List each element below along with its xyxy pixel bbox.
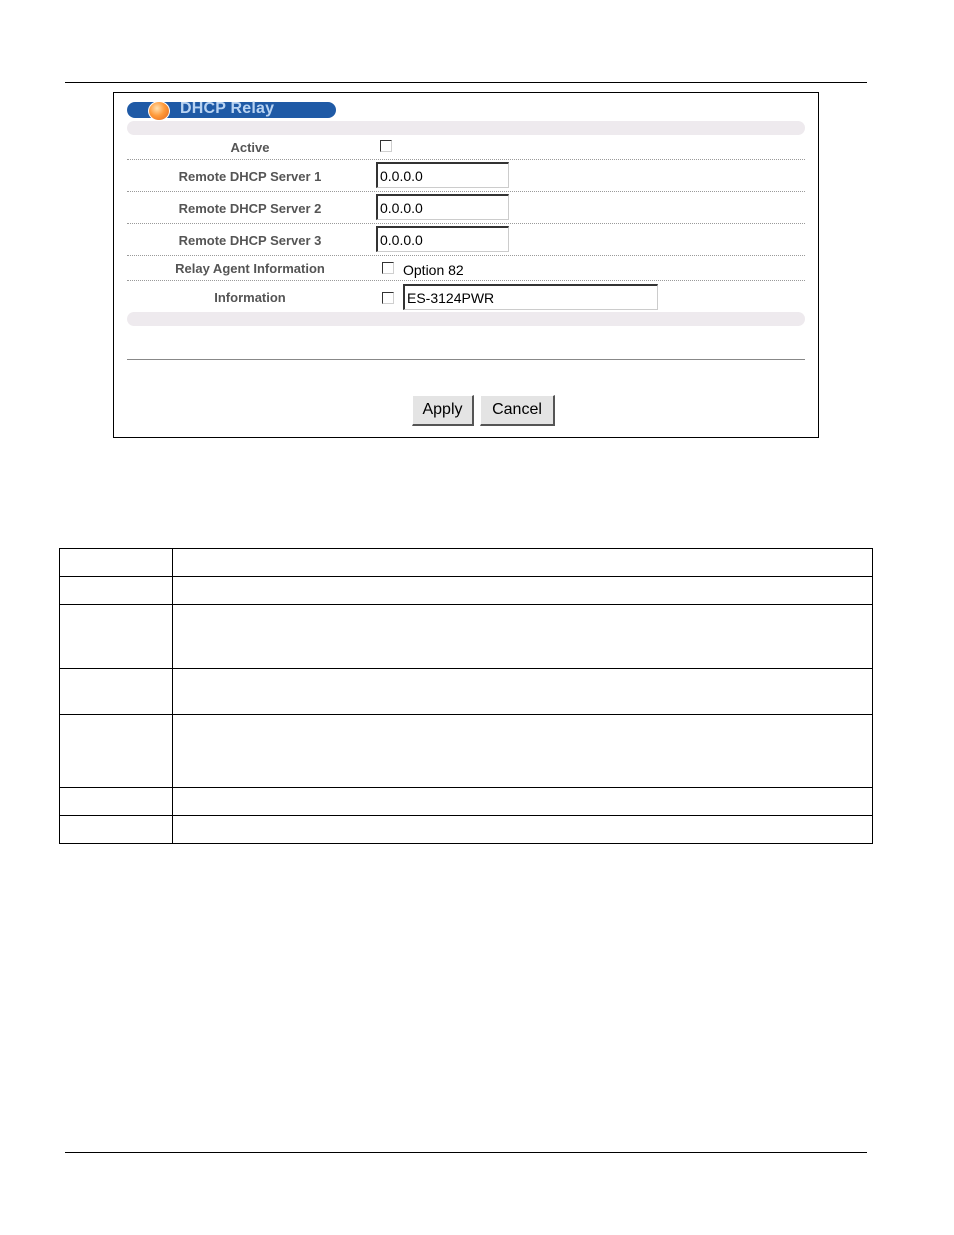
table-row: [60, 669, 873, 715]
row-relay-agent-information: [127, 255, 805, 281]
active-checkbox[interactable]: [380, 140, 392, 152]
relay-agent-information-label: Relay Agent Information: [175, 261, 325, 276]
remote-dhcp-server-3-input[interactable]: [376, 226, 509, 252]
table-bottom-band: [127, 312, 805, 326]
panel-title: DHCP Relay: [180, 100, 275, 117]
orange-ball-icon: [148, 101, 170, 121]
information-label: Information: [214, 290, 286, 305]
remote-dhcp-server-1-label: Remote DHCP Server 1: [178, 169, 322, 184]
information-input[interactable]: [403, 284, 658, 310]
remote-dhcp-server-2-label: Remote DHCP Server 2: [178, 201, 322, 216]
apply-button[interactable]: Apply: [412, 395, 474, 426]
table-row: [60, 816, 873, 844]
row-remote-dhcp-server-2: [127, 191, 805, 224]
option-82-label: Option 82: [403, 262, 464, 278]
cancel-button[interactable]: Cancel: [480, 395, 555, 426]
button-separator: [127, 359, 805, 360]
option-82-checkbox[interactable]: [382, 262, 394, 274]
active-label: Active: [230, 140, 270, 155]
row-remote-dhcp-server-3: [127, 223, 805, 256]
page-footer-rule: [65, 1152, 867, 1153]
dhcp-relay-screen: [113, 92, 819, 438]
row-remote-dhcp-server-1: [127, 159, 805, 192]
table-row: [60, 788, 873, 816]
information-checkbox[interactable]: [382, 292, 394, 304]
row-active: [127, 135, 805, 160]
table-row: [60, 549, 873, 577]
remote-dhcp-server-2-input[interactable]: [376, 194, 509, 220]
table-row: [60, 605, 873, 669]
page-header-rule: [65, 82, 867, 83]
remote-dhcp-server-1-input[interactable]: [376, 162, 509, 188]
table-row: [60, 715, 873, 788]
table-top-band: [127, 121, 805, 135]
remote-dhcp-server-3-label: Remote DHCP Server 3: [178, 233, 322, 248]
table-row: [60, 577, 873, 605]
description-table: [59, 548, 873, 844]
row-information: [127, 280, 805, 312]
